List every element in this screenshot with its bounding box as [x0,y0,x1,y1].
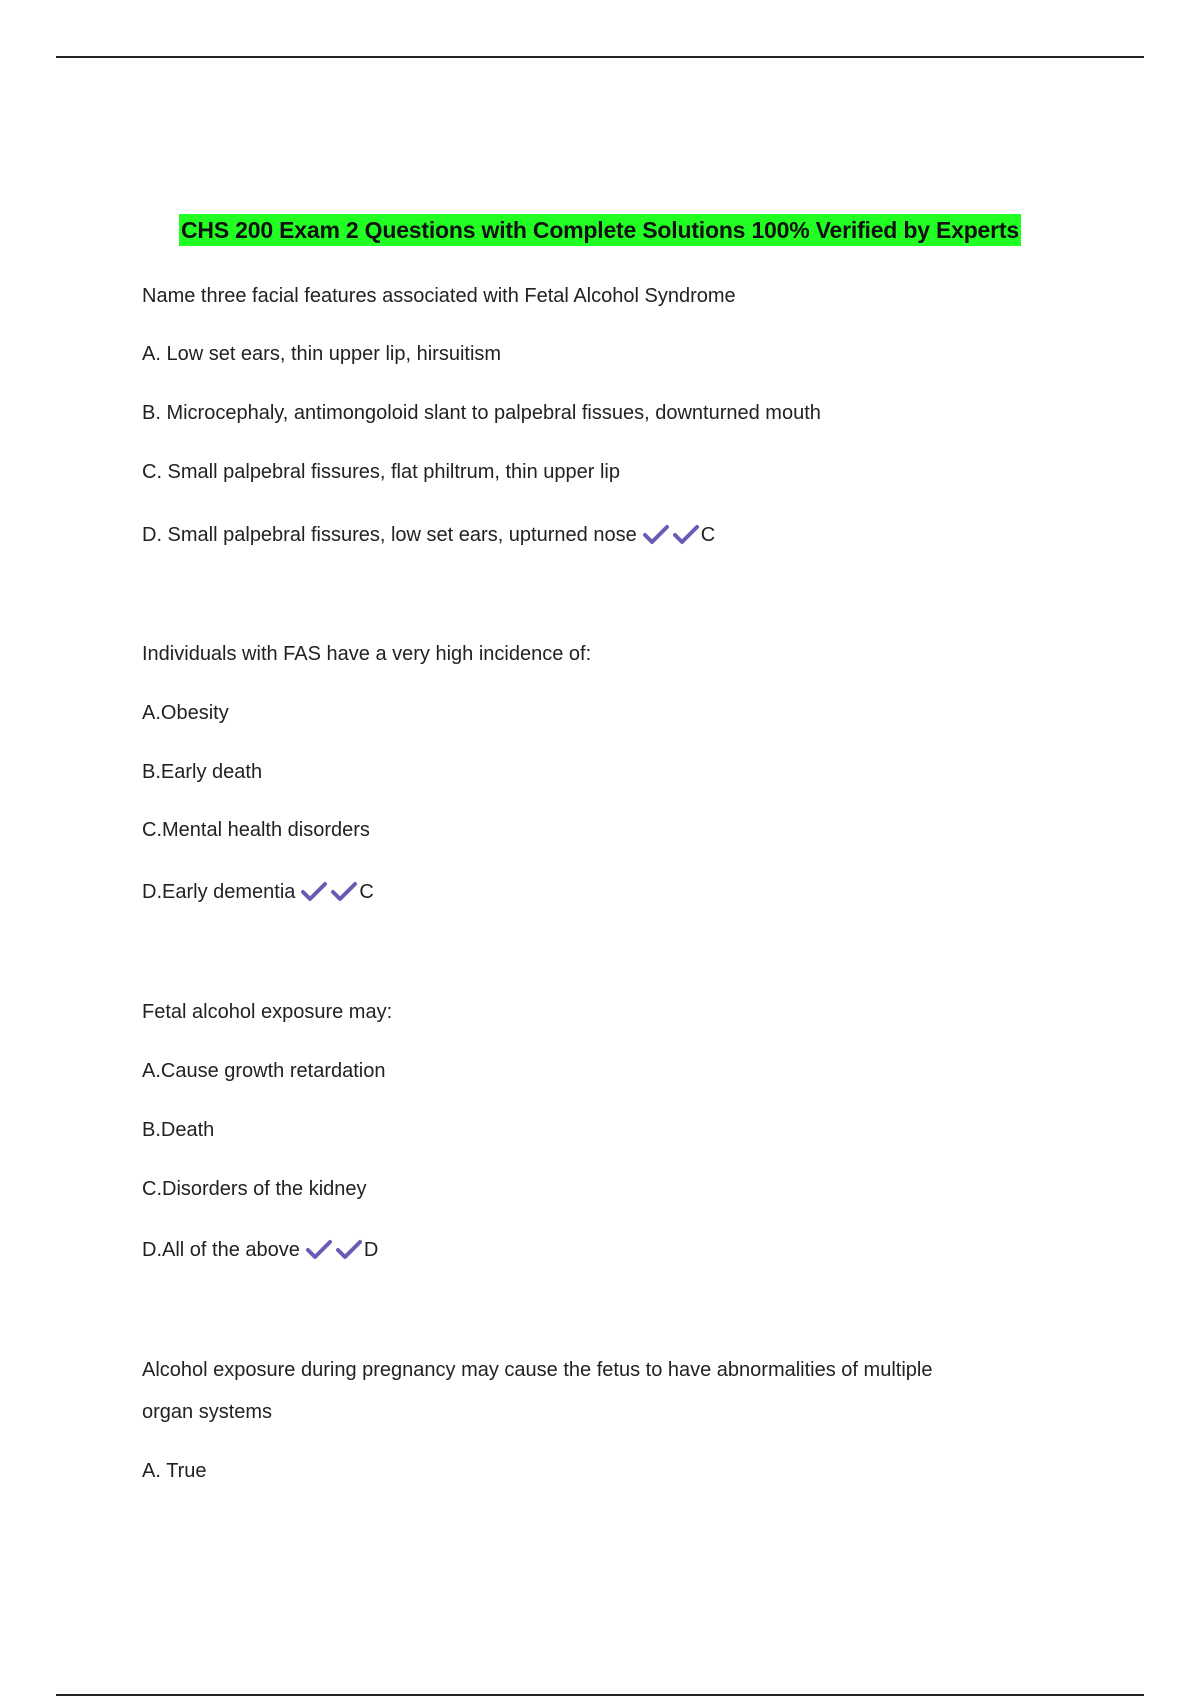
answer-option-with-key [142,878,374,906]
answer-option-text: D.Early dementia [142,881,296,903]
checkmark-icon [306,1238,332,1260]
answer-option: C.Mental health disorders [142,819,370,841]
answer-option: A. Low set ears, thin upper lip, hirsuitism [142,343,502,365]
question-prompt: Name three facial features associated with Fetal Alcohol Syndrome [142,285,736,307]
answer-option: B. Microcephaly, antimongoloid slant to palpebral fissues, downturned mouth [142,402,821,424]
question-prompt-continued: organ systems [142,1401,273,1423]
correct-answer: C [700,524,716,546]
answer-option-with-key [142,1236,378,1264]
header-rule [56,56,1144,58]
answer-option-with-key [142,521,715,549]
checkmark-icon [336,1238,362,1260]
answer-option-text: D. Small palpebral fissures, low set ears, upturned nose [142,524,637,546]
answer-option: B.Death [142,1119,215,1141]
question-prompt: Alcohol exposure during pregnancy may cause the fetus to have abnormalities of multiple [142,1359,933,1381]
document-title: CHS 200 Exam 2 Questions with Complete Solutions 100% Verified by Experts [179,214,1021,246]
checkmark-icon [643,523,669,545]
checkmark-icon [301,880,327,902]
question-prompt: Fetal alcohol exposure may: [142,1001,393,1023]
checkmark-icon [673,523,699,545]
answer-option: A.Obesity [142,702,229,724]
answer-option-text: D.All of the above [142,1239,300,1261]
answer-option: C.Disorders of the kidney [142,1178,367,1200]
answer-option: A.Cause growth retardation [142,1060,386,1082]
footer-rule [56,1694,1144,1696]
answer-option: B.Early death [142,761,263,783]
answer-option: C. Small palpebral fissures, flat philtrum, thin upper lip [142,461,620,483]
answer-option: A. True [142,1460,207,1482]
question-prompt: Individuals with FAS have a very high incidence of: [142,643,592,665]
correct-answer: D [363,1239,379,1261]
checkmark-icon [331,880,357,902]
title-container [0,214,1200,246]
correct-answer: C [359,881,374,903]
